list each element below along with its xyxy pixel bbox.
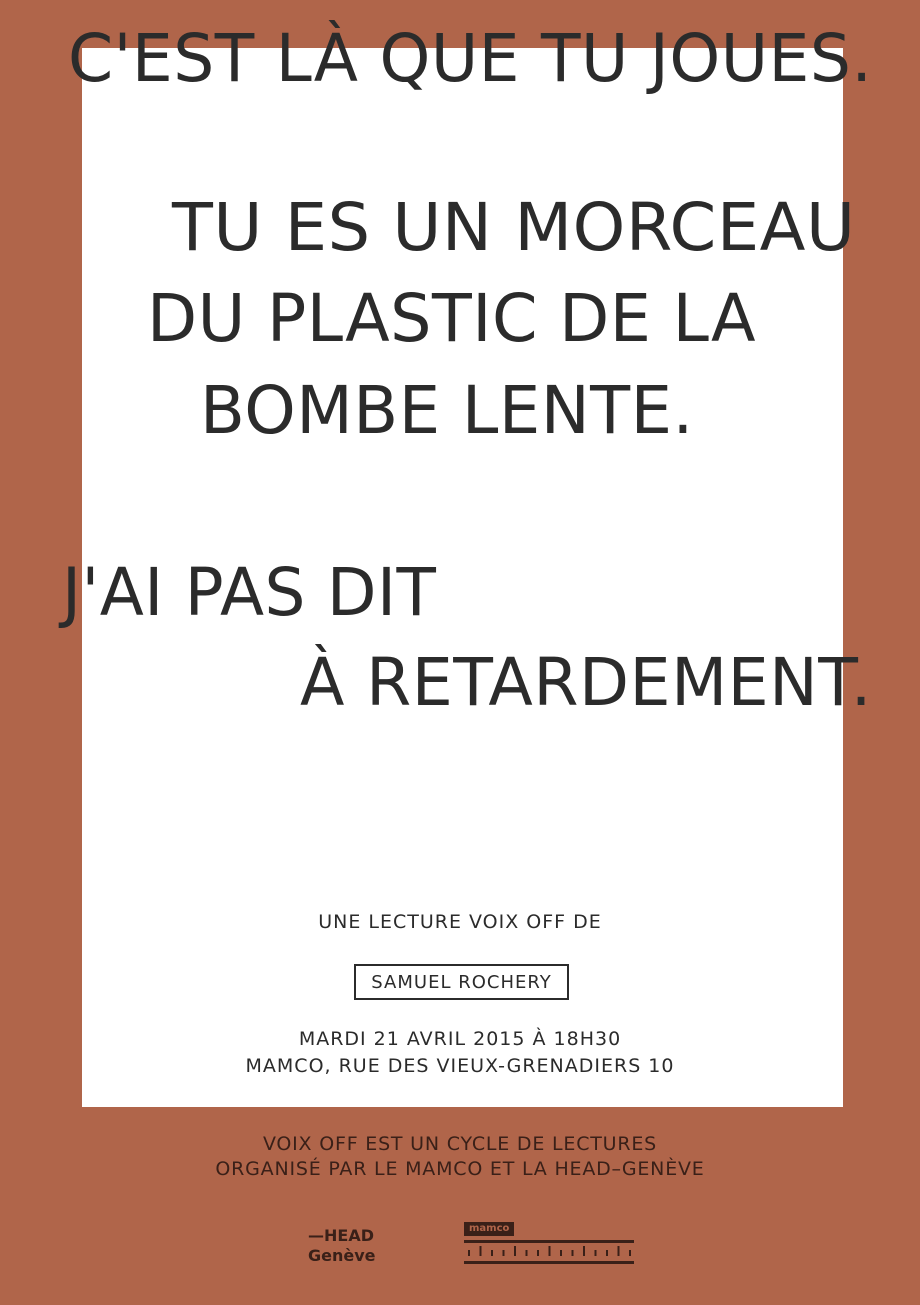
headline-line-4: BOMBE LENTE. [200, 372, 694, 449]
head-logo-line-1: —HEAD [308, 1226, 374, 1245]
footer-line-2: ORGANISÉ PAR LE MAMCO ET LA HEAD–GENÈVE [215, 1158, 705, 1180]
headline-line-2: TU ES UN MORCEAU [172, 189, 856, 266]
headline-line-5: J'AI PAS DIT [62, 554, 437, 631]
ruler-tick [514, 1246, 516, 1256]
ruler-tick [537, 1250, 539, 1256]
ruler-tick [595, 1250, 597, 1256]
ruler-tick [549, 1246, 551, 1256]
head-geneve-logo [308, 1226, 376, 1266]
ruler-tick [583, 1246, 585, 1256]
ruler-tick [468, 1250, 470, 1256]
headline-line-1: C'EST LÀ QUE TU JOUES. [68, 20, 873, 97]
mamco-ruler-icon [464, 1238, 636, 1266]
ruler-tick [526, 1250, 528, 1256]
ruler-tick [618, 1246, 620, 1256]
headline-line-6: À RETARDEMENT. [300, 644, 872, 721]
event-date: MARDI 21 AVRIL 2015 À 18H30 [298, 1028, 622, 1050]
headline-line-3: DU PLASTIC DE LA [147, 280, 757, 357]
event-intro: UNE LECTURE VOIX OFF DE [318, 911, 602, 933]
event-venue: MAMCO, RUE DES VIEUX-GRENADIERS 10 [245, 1055, 675, 1077]
mamco-logo [464, 1222, 636, 1266]
ruler-tick [491, 1250, 493, 1256]
ruler-tick [480, 1246, 482, 1256]
speaker-name: SAMUEL ROCHERY [371, 971, 552, 993]
mamco-logo-label: mamco [464, 1222, 514, 1236]
ruler-tick [629, 1250, 631, 1256]
ruler-tick [503, 1250, 505, 1256]
ruler-tick [572, 1250, 574, 1256]
head-logo-line-2: Genève [308, 1246, 376, 1265]
speaker-name-box [354, 964, 569, 1000]
ruler-tick [606, 1250, 608, 1256]
footer-line-1: VOIX OFF EST UN CYCLE DE LECTURES [262, 1133, 658, 1155]
ruler-tick [560, 1250, 562, 1256]
